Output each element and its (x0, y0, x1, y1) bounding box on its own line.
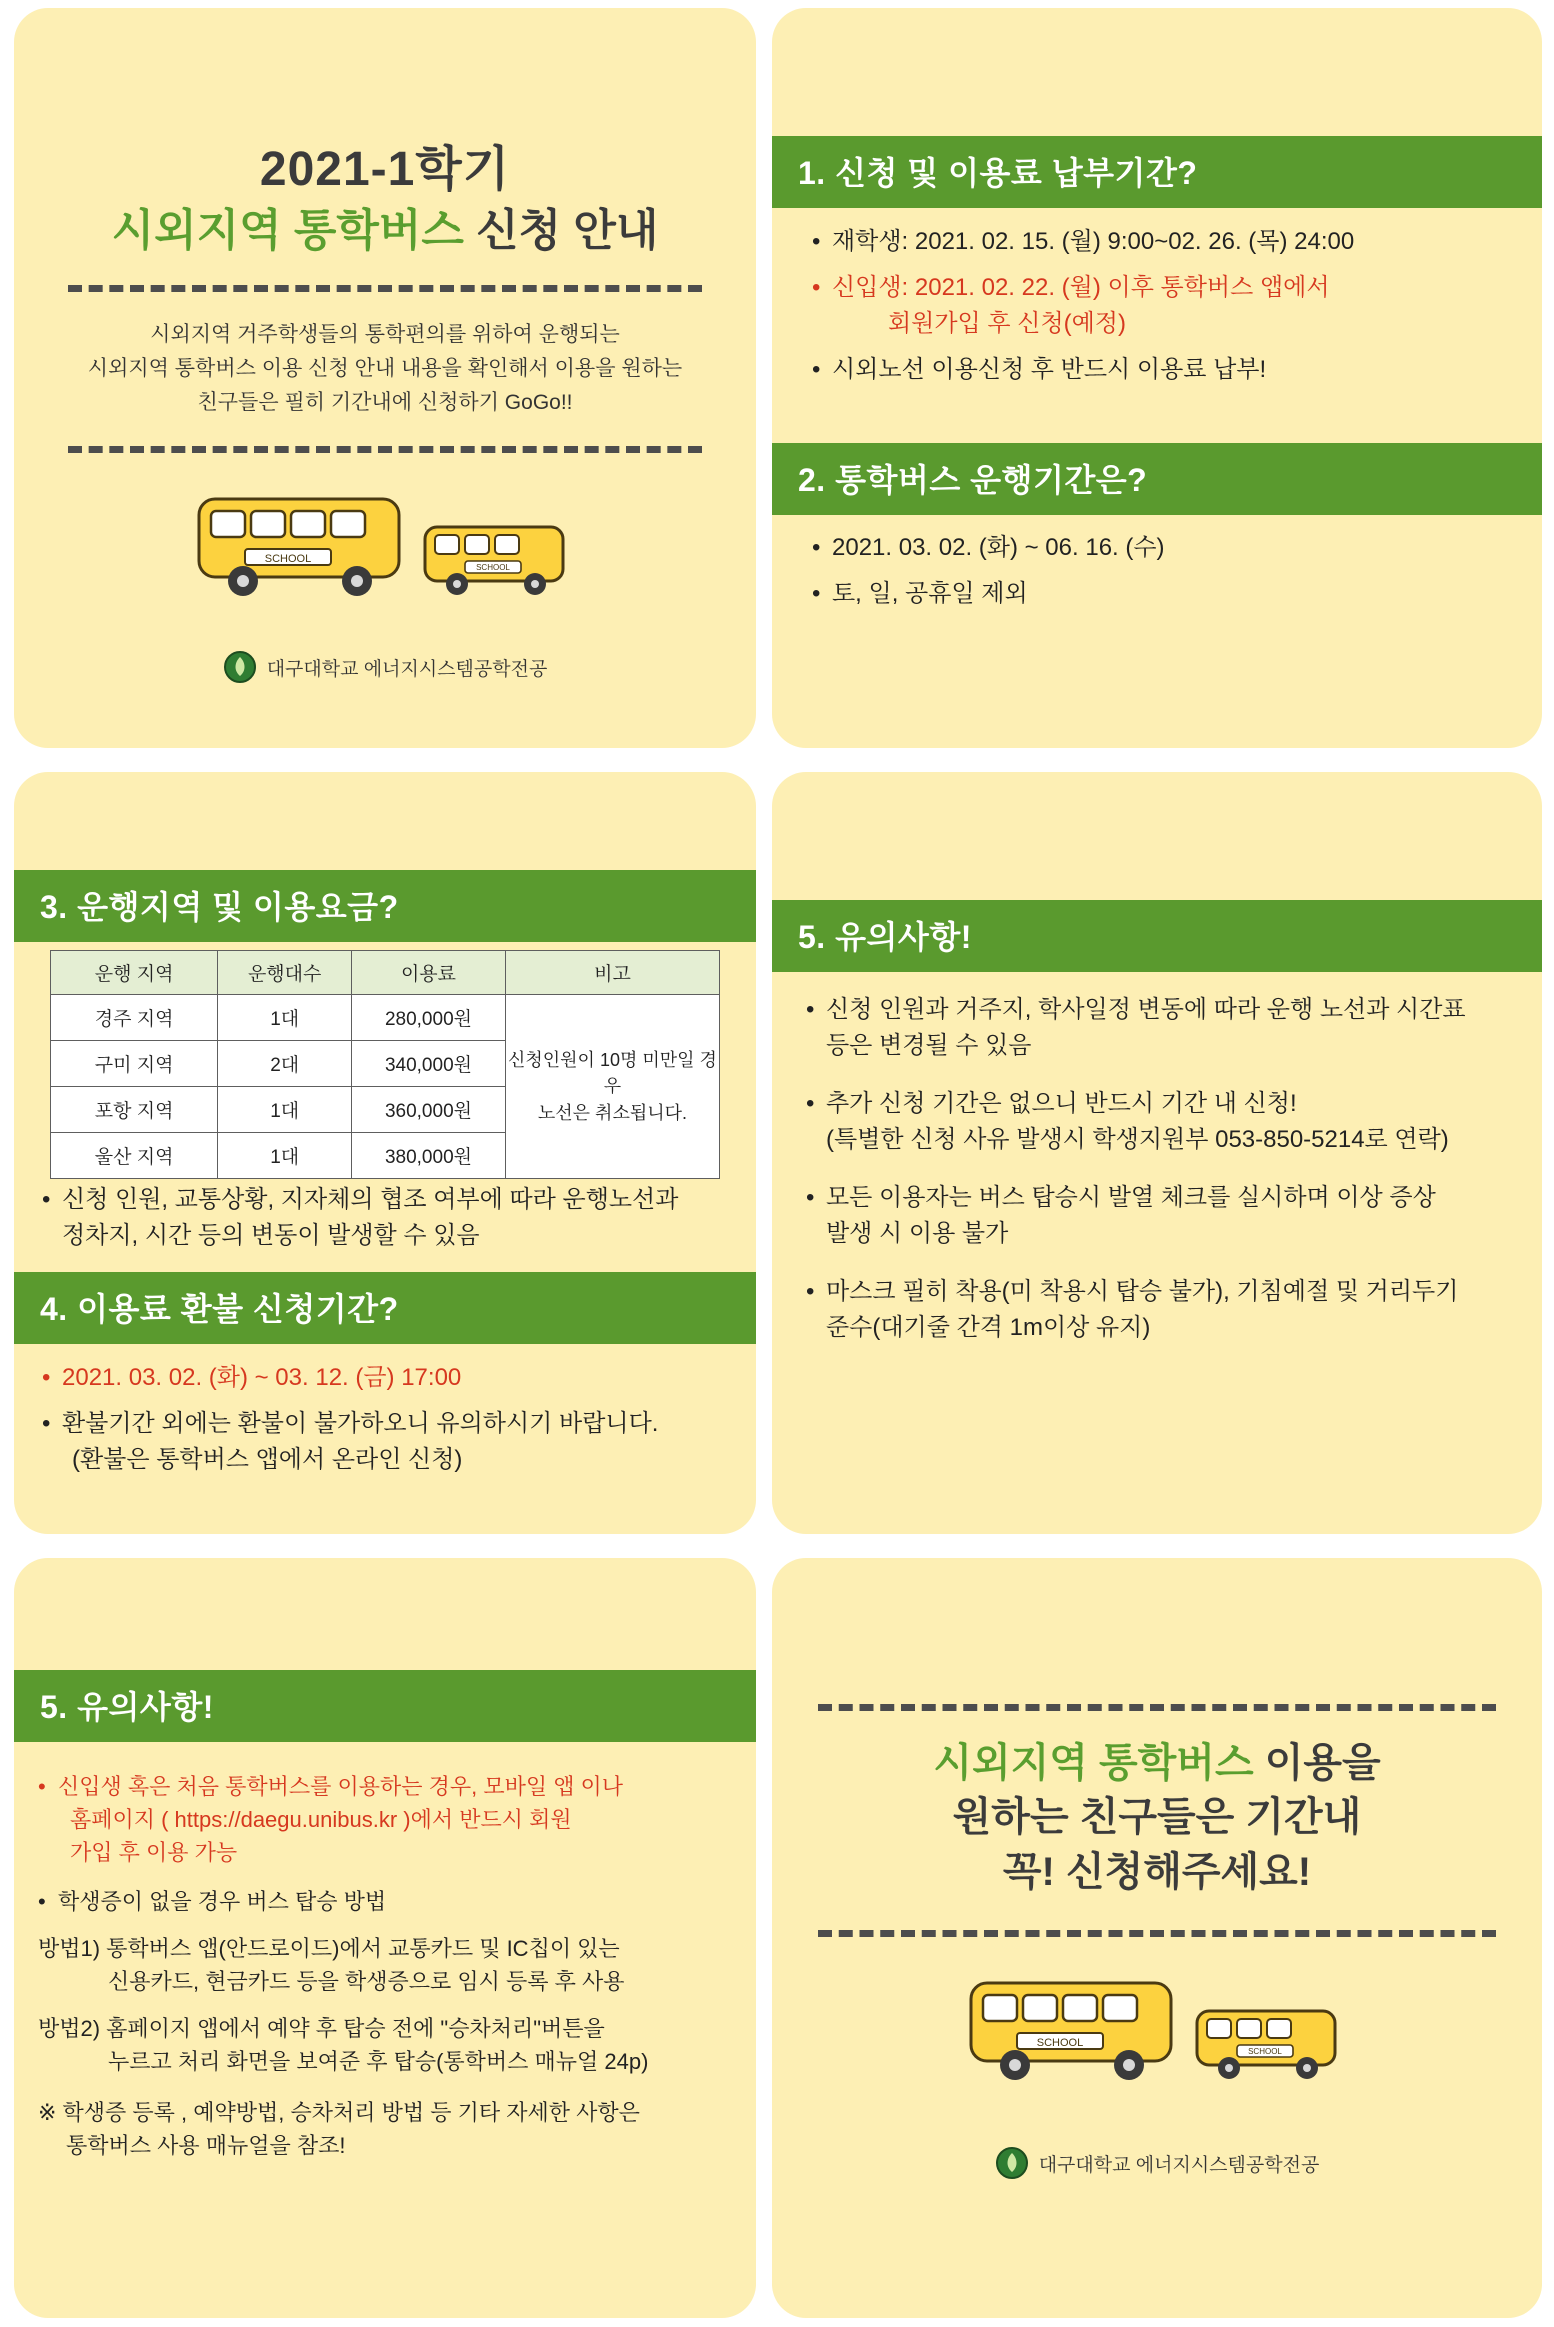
method-2-line-2: 누르고 처리 화면을 보여준 후 탑승(통학버스 매뉴얼 24p) (108, 2049, 649, 2074)
list-item (806, 1086, 1516, 1158)
brand-label: 대구대학교 에너지시스템공학전공 (266, 658, 548, 680)
bus-illustration-row (14, 479, 756, 624)
divider-top (68, 285, 702, 292)
bullet-dot: • (806, 1278, 815, 1305)
table-cell-count: 2대 (218, 1041, 352, 1087)
table-cell-region: 울산 지역 (51, 1133, 218, 1179)
section-2-list (812, 530, 1514, 622)
list-item (812, 270, 1514, 342)
list-item (812, 530, 1514, 566)
school-bus-icon (185, 479, 585, 619)
brand-row (14, 650, 756, 684)
list-item (42, 1406, 734, 1478)
list-item-text-line-1: 마스크 필히 착용(미 착용시 탑승 불가), 기침예절 및 거리두기 (826, 1278, 1459, 1305)
bullet-dot: • (806, 1184, 815, 1211)
bullet-dot: • (812, 356, 821, 383)
list-item-text-line-2: (환불은 통학버스 앱에서 온라인 신청) (72, 1446, 463, 1473)
list-item-text: 시외노선 이용신청 후 반드시 이용료 납부! (832, 356, 1267, 383)
bullet-dot: • (42, 1364, 51, 1391)
bullet-dot: • (38, 1774, 46, 1799)
outro-title-line-1 (772, 1736, 1542, 1790)
outro-title-line-1-black: 이용을 (1253, 1741, 1381, 1785)
bullet-dot: • (812, 274, 821, 301)
method-1-line-1: 방법1) 통학버스 앱(안드로이드)에서 교통카드 및 IC칩이 있는 (38, 1936, 620, 1961)
list-item-text (58, 1770, 736, 1869)
list-item-text-line-1: 모든 이용자는 버스 탑승시 발열 체크를 실시하며 이상 증상 (826, 1184, 1436, 1211)
brand-row (772, 2146, 1542, 2180)
list-item-text-line-3: 가입 후 이용 가능 (70, 1840, 238, 1865)
title-line-1: 2021-1학기 (259, 143, 511, 196)
section-3-note (42, 1182, 734, 1264)
method-1-line-2: 신용카드, 현금카드 등을 학생증으로 임시 등록 후 사용 (108, 1969, 625, 1994)
section-5b-list (38, 1770, 736, 2162)
section-5b-heading: 5. 유의사항! (14, 1670, 756, 1742)
notice-card-1 (772, 772, 1542, 1534)
table-note-line-1: 신청인원이 10명 미만일 경우 (508, 1050, 717, 1097)
table-header-cell: 비고 (505, 951, 719, 995)
table-header-cell: 운행 지역 (51, 951, 218, 995)
outro-divider-top (818, 1704, 1496, 1711)
bullet-dot: • (42, 1186, 51, 1213)
outro-title-line-2: 원하는 친구들은 기간내 (952, 1795, 1362, 1840)
outro-bus-row (772, 1958, 1542, 2113)
divider-bottom (68, 446, 702, 453)
table-row (51, 995, 720, 1041)
list-item-text (826, 1180, 1516, 1252)
list-item-text (826, 992, 1516, 1064)
section-2-heading: 2. 통학버스 운행기간은? (772, 443, 1542, 515)
title-line-2-black: 신청 안내 (463, 206, 659, 256)
list-item-text-line-2: 회원가입 후 신청(예정) (888, 310, 1126, 337)
intro-body-line-2: 시외지역 통학버스 이용 신청 안내 내용을 확인해서 이용을 원하는 (87, 357, 683, 381)
table-cell-count: 1대 (218, 995, 352, 1041)
university-logo-icon (995, 2146, 1029, 2180)
footnote-line-1: ※ 학생증 등록 , 예약방법, 승차처리 방법 등 기타 자세한 사항은 (38, 2100, 640, 2125)
list-item-text-line-1: 추가 신청 기간은 없으니 반드시 기간 내 신청! (826, 1090, 1297, 1117)
table-cell-count: 1대 (218, 1087, 352, 1133)
outro-title-line-1-green: 시외지역 통학버스 (933, 1741, 1254, 1785)
table-cell-fare: 380,000원 (352, 1133, 506, 1179)
table-cell-fare: 360,000원 (352, 1087, 506, 1133)
bullet-dot: • (812, 228, 821, 255)
intro-card (14, 8, 756, 748)
svg-text:SCHOOL: SCHOOL (1248, 2047, 1282, 2056)
list-item-text-line-2: 정차지, 시간 등의 변동이 발생할 수 있음 (62, 1222, 480, 1249)
table-note-line-2: 노선은 취소됩니다. (537, 1102, 687, 1123)
section-1-list (812, 224, 1514, 398)
footnote-line-2: 통학버스 사용 매뉴얼을 참조! (66, 2133, 346, 2158)
list-item-text-line-1: 신청 인원과 거주지, 학사일정 변동에 따라 운행 노선과 시간표 (826, 996, 1466, 1023)
list-item (38, 1885, 736, 1918)
list-item-text: 2021. 03. 02. (화) ~ 06. 16. (수) (832, 534, 1165, 561)
bullet-dot: • (806, 996, 815, 1023)
poster-title (14, 138, 756, 261)
outro-card (772, 1558, 1542, 2318)
list-item-text (62, 1406, 734, 1478)
table-cell-region: 포항 지역 (51, 1087, 218, 1133)
list-item (42, 1360, 734, 1396)
section-3-heading: 3. 운행지역 및 이용요금? (14, 870, 756, 942)
list-item-text-line-1: 신청 인원, 교통상황, 지자체의 협조 여부에 따라 운행노선과 (62, 1186, 679, 1213)
title-line-2 (14, 202, 756, 261)
list-item-text: 2021. 03. 02. (화) ~ 03. 12. (금) 17:00 (62, 1364, 462, 1391)
list-item-text: 재학생: 2021. 02. 15. (월) 9:00~02. 26. (목) 24:00 (832, 228, 1355, 255)
method-1 (38, 1932, 736, 1998)
bullet-dot: • (806, 1090, 815, 1117)
title-line-2-green: 시외지역 통학버스 (111, 206, 464, 256)
list-item-text-line-2: 발생 시 이용 불가 (826, 1220, 1009, 1247)
list-item-text (826, 1274, 1516, 1346)
list-item-text-line-1: 환불기간 외에는 환불이 불가하오니 유의하시기 바랍니다. (62, 1410, 659, 1437)
footnote (38, 2096, 736, 2162)
table-header-cell: 이용료 (352, 951, 506, 995)
outro-title (772, 1736, 1542, 1899)
list-item-text: 학생증이 없을 경우 버스 탑승 방법 (58, 1889, 387, 1914)
list-item-text-line-2: 등은 변경될 수 있음 (826, 1032, 1032, 1059)
table-cell-fare: 280,000원 (352, 995, 506, 1041)
school-bus-icon (957, 1958, 1357, 2108)
list-item (806, 992, 1516, 1064)
list-item-text-line-1: 신입생: 2021. 02. 22. (월) 이후 통학버스 앱에서 (832, 274, 1330, 301)
list-item-text-line-1: 신입생 혹은 처음 통학버스를 이용하는 경우, 모바일 앱 이나 (58, 1774, 624, 1799)
intro-body (54, 318, 716, 420)
section-4-list (42, 1360, 734, 1488)
list-item (806, 1180, 1516, 1252)
bullet-dot: • (812, 534, 821, 561)
table-cell-fare: 340,000원 (352, 1041, 506, 1087)
table-header-row (51, 951, 720, 995)
list-item (812, 576, 1514, 612)
list-item-text (826, 1086, 1516, 1158)
table-cell-region: 경주 지역 (51, 995, 218, 1041)
table-cell-region: 구미 지역 (51, 1041, 218, 1087)
section-5a-list (806, 992, 1516, 1356)
table-cell-note (505, 995, 719, 1179)
notice-card-2 (14, 1558, 756, 2318)
outro-divider-bottom (818, 1930, 1496, 1937)
table-header-cell: 운행대수 (218, 951, 352, 995)
method-2 (38, 2012, 736, 2078)
list-item (38, 1770, 736, 1869)
svg-text:SCHOOL: SCHOOL (1036, 2037, 1084, 2049)
fare-table-wrap (50, 950, 720, 1179)
list-item-text (832, 270, 1514, 342)
bullet-dot: • (812, 580, 821, 607)
university-logo-icon (223, 650, 257, 684)
list-item (812, 352, 1514, 388)
svg-text:SCHOOL: SCHOOL (264, 553, 312, 566)
list-item (806, 1274, 1516, 1346)
list-item (42, 1182, 734, 1254)
list-item-text (62, 1182, 734, 1254)
list-item-text-line-2: (특별한 신청 사유 발생시 학생지원부 053-850-5214로 연락) (826, 1126, 1449, 1153)
table-cell-count: 1대 (218, 1133, 352, 1179)
brand-label: 대구대학교 에너지시스템공학전공 (1038, 2154, 1320, 2176)
svg-text:SCHOOL: SCHOOL (476, 563, 510, 573)
bullet-dot: • (42, 1410, 51, 1437)
list-item (812, 224, 1514, 260)
intro-body-line-1: 시외지역 거주학생들의 통학편의를 위하여 운행되는 (150, 323, 620, 347)
fare-table (50, 950, 720, 1179)
section-5a-heading: 5. 유의사항! (772, 900, 1542, 972)
intro-body-line-3: 친구들은 필히 기간내에 신청하기 GoGo!! (197, 391, 573, 415)
list-item-text: 토, 일, 공휴일 제외 (832, 580, 1028, 607)
region-fare-card (14, 772, 756, 1534)
list-item-text-line-2: 홈페이지 ( https://daegu.unibus.kr )에서 반드시 회원 (70, 1807, 572, 1832)
outro-title-line-3: 꼭! 신청해주세요! (1002, 1849, 1312, 1894)
method-2-line-1: 방법2) 홈페이지 앱에서 예약 후 탑승 전에 "승차처리"버튼을 (38, 2016, 605, 2041)
apply-card (772, 8, 1542, 748)
list-item-text-line-2: 준수(대기줄 간격 1m이상 유지) (826, 1314, 1151, 1341)
section-4-heading: 4. 이용료 환불 신청기간? (14, 1272, 756, 1344)
section-1-heading: 1. 신청 및 이용료 납부기간? (772, 136, 1542, 208)
bullet-dot: • (38, 1889, 46, 1914)
